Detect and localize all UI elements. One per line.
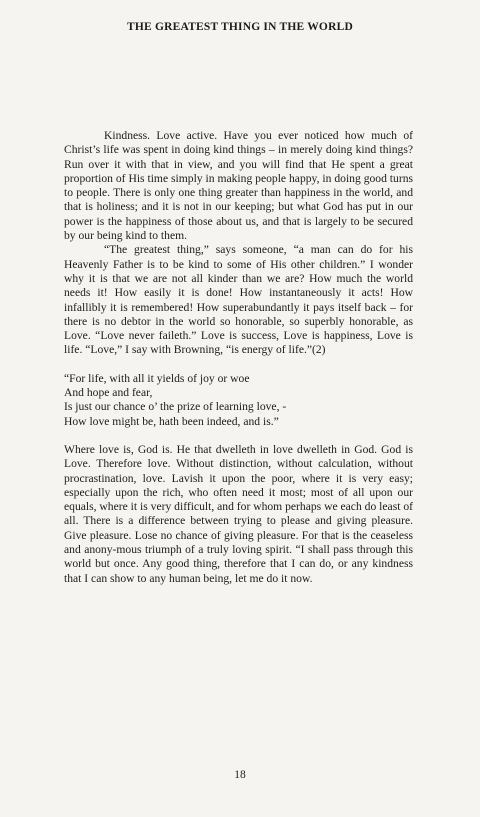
paragraph-where-love-is: Where love is, God is. He that dwelleth in love dwelleth in God. God is Love. Therefore love. Without distinction, without calculation, without procrastination, love. Lavish it upon the poor, where it is very easy; especially upon the rich, who often need it most; most of all upon our equals, where it is very difficult, and for whom perhaps we each do least of all. There is a difference between trying to please and giving pleasure. Give pleasure. Lose no chance of giving pleasure. For that is the ceaseless and anony-mous triumph of a truly loving spirit. “I shall pass through this world but once. Any good thing, therefore that I can do, or any kindness that I can show to any human being, let me do it now.: [64, 442, 413, 585]
body-text: [64, 129, 413, 586]
poem-line: How love might be, hath been indeed, and is.”: [64, 414, 279, 428]
poem-line: And hope and fear,: [64, 386, 153, 400]
paragraph-kindness: Kindness. Love active. Have you ever noticed how much of Christ’s life was spent in doing kind things – in merely doing kind things? Run over it with that in view, and you will find that He spent a great proportion of His time simply in making people happy, in doing good turns to people. There is only one thing greater than happiness in the world, and that is holiness; and it is not in our keeping; but what God has put in our power is the happiness of those about us, and that is largely to be secured by our being kind to them.: [64, 129, 413, 243]
page-number: 18: [234, 769, 246, 781]
browning-quotation: [64, 372, 413, 429]
poem-line: Is just our chance o’ the prize of learning love, -: [64, 400, 287, 414]
paragraph-greatest-thing: “The greatest thing,” says someone, “a man can do for his Heavenly Father is to be kind to some of His other children.” I wonder why it is that we are not all kinder than we are? How much the world needs it! How easily it is done! How instantaneously it acts! How infallibly it is remembered! How superabundantly it pays itself back – for there is no debtor in the world so honorable, so superbly honorable, as Love. “Love never faileth.” Love is success, Love is happiness, Love is life. “Love,” I say with Browning, “is energy of life.”(2): [64, 243, 413, 357]
running-head: THE GREATEST THING IN THE WORLD: [127, 21, 353, 33]
poem-line: “For life, with all it yields of joy or woe: [64, 371, 250, 385]
